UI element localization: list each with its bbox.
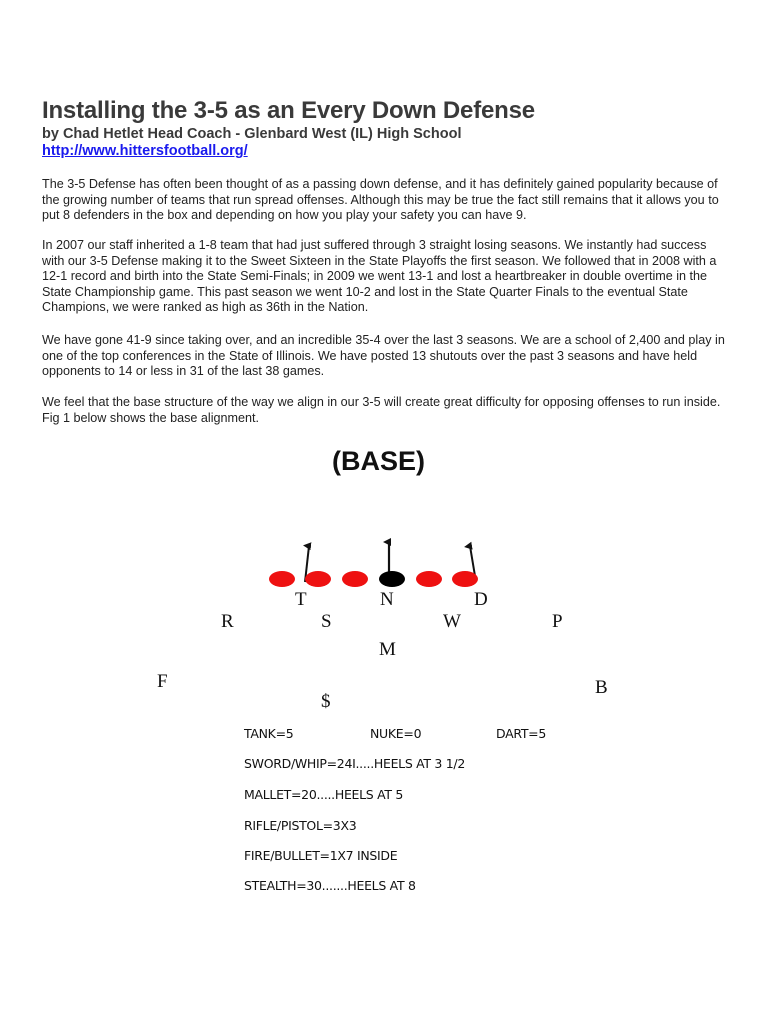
call-nuke: NUKE=0 [370, 726, 422, 741]
position-dart: D [474, 589, 488, 610]
website-link[interactable]: http://www.hittersfootball.org/ [42, 143, 248, 159]
position-mallet: M [379, 639, 396, 660]
byline: by Chad Hetlet Head Coach - Glenbard West (IL) High School [42, 126, 462, 142]
paragraph-history: In 2007 our staff inherited a 1-8 team that had just suffered through 3 straight losing seasons. We instantly had success with our 3-5 Defense making it to the Sweet Sixteen in the State Playoffs the first season. We followed that in 2008 with a 12-1 record and birth into the State Semi-Finals; in 2009 we went 13-1 and lost a heartbreaker in double overtime in the State Championship game. This past season we went 10-2 and lost in the State Quarter Finals to the eventual State Champions, we were ranked as high as 36th in the Nation. [42, 238, 717, 315]
position-f: F [157, 671, 168, 692]
paragraph-record: We have gone 41-9 since taking over, and an incredible 35-4 over the last 3 seasons. We are a school of 2,400 and play in one of the top conferences in the State of Illinois. We have posted 13 shutouts over the past 3 seasons and have held opponents to 14 or less in 31 of the last 38 games. [42, 333, 725, 379]
offensive-lineman [452, 571, 478, 587]
position-safety: $ [321, 691, 331, 712]
position-b: B [595, 677, 608, 698]
call-mallet: MALLET=20.....HEELS AT 5 [244, 787, 404, 802]
call-stealth: STEALTH=30.......HEELS AT 8 [244, 878, 416, 893]
position-sword: S [321, 611, 332, 632]
position-pistol: P [552, 611, 563, 632]
alignment-diagram [0, 530, 768, 690]
paragraph-intro: The 3-5 Defense has often been thought of as a passing down defense, and it has definitely gained popularity because of the growing number of teams that run spread offenses. Although this may be true the fact still remains that it allows you to put 8 defenders in the box and depending on how you play your safety you can have 9. [42, 177, 719, 223]
paragraph-base-structure: We feel that the base structure of the way we align in our 3-5 will create great difficulty for opposing offenses to run inside. Fig 1 below shows the base alignment. [42, 395, 721, 425]
call-sword-whip: SWORD/WHIP=24I.....HEELS AT 3 1/2 [244, 756, 465, 771]
call-fire-bullet: FIRE/BULLET=1X7 INSIDE [244, 848, 398, 863]
offensive-lineman [305, 571, 331, 587]
call-rifle-pistol: RIFLE/PISTOL=3X3 [244, 818, 357, 833]
offensive-lineman [269, 571, 295, 587]
figure-title: (BASE) [332, 446, 425, 476]
position-nose: N [380, 589, 394, 610]
call-dart: DART=5 [496, 726, 546, 741]
offensive-lineman [416, 571, 442, 587]
call-tank: TANK=5 [244, 726, 294, 741]
position-whip: W [443, 611, 461, 632]
position-tank: T [295, 589, 307, 610]
page-title: Installing the 3-5 as an Every Down Defense [42, 97, 535, 124]
position-rover: R [221, 611, 234, 632]
offensive-lineman [342, 571, 368, 587]
center [379, 571, 405, 587]
